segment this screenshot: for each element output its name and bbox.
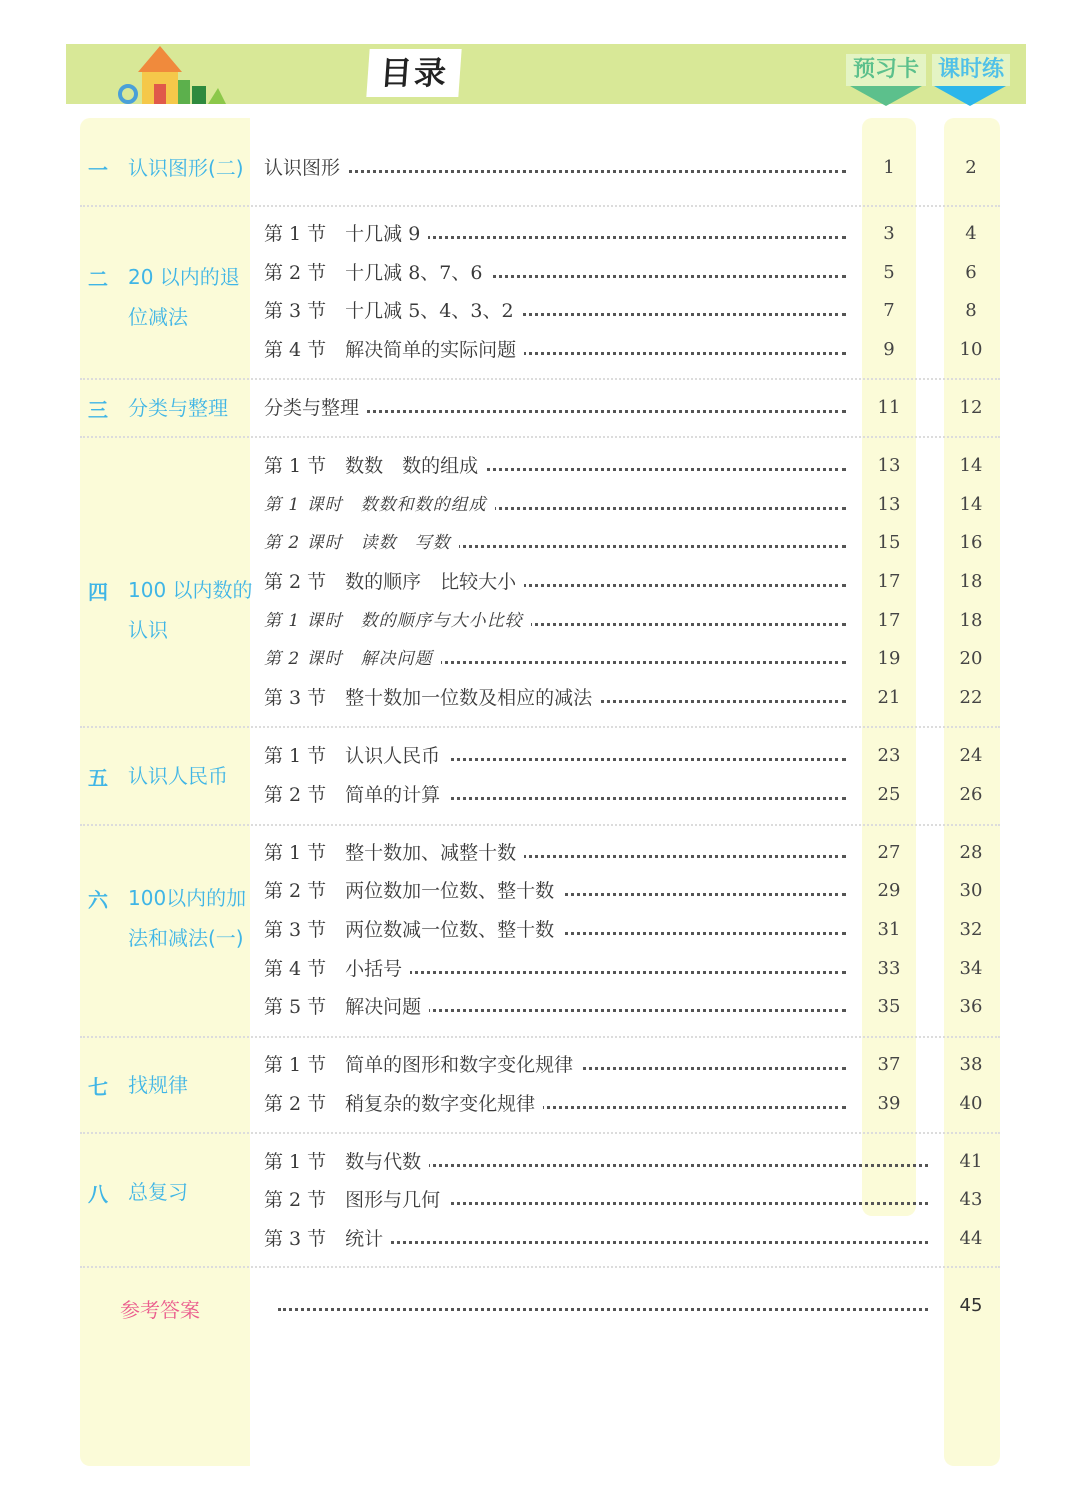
chapter-number: 六 [88, 888, 108, 912]
practice-page-number: 12 [959, 397, 983, 418]
chapter-number: 三 [88, 398, 108, 422]
arrow-down-icon [850, 86, 922, 106]
entry-title: 第 4 节 小括号 [264, 954, 410, 984]
preview-page-number: 7 [883, 300, 895, 321]
preview-page-number: 25 [877, 784, 901, 805]
entry-title: 第 3 节 整十数加一位数及相应的减法 [264, 683, 600, 713]
preview-page-number: 3 [883, 223, 895, 244]
practice-page-number: 36 [959, 996, 983, 1017]
practice-page-number: 6 [965, 262, 977, 283]
practice-page-number: 22 [959, 687, 983, 708]
preview-page-number: 9 [883, 339, 895, 360]
entry-title: 第 2 节 图形与几何 [264, 1185, 448, 1215]
chapter-number: 五 [88, 766, 108, 790]
preview-page-number: 15 [877, 532, 901, 553]
entry-title: 第 2 节 两位数加一位数、整十数 [264, 876, 562, 906]
practice-page-number: 20 [959, 648, 983, 669]
entry-title: 第 1 节 数与代数 [264, 1147, 429, 1177]
preview-page-number: 23 [877, 745, 901, 766]
practice-page-number: 24 [959, 745, 983, 766]
chapter-number: 一 [88, 158, 108, 182]
entry-title: 第 1 节 认识人民币 [264, 741, 448, 771]
chapter-name: 找规律 [128, 1073, 188, 1097]
section-divider [80, 436, 1000, 438]
chapter-name: 认识人民币 [128, 764, 228, 788]
practice-page-number: 30 [959, 880, 983, 901]
entry-title: 第 1 节 整十数加、减整十数 [264, 838, 524, 868]
preview-page-number: 17 [877, 610, 901, 631]
entry-title: 第 5 节 解决问题 [264, 992, 429, 1022]
preview-page-number: 31 [877, 919, 901, 940]
preview-page-number: 21 [877, 687, 901, 708]
preview-card-label: 预习卡 [846, 54, 926, 86]
practice-page-number: 8 [965, 300, 977, 321]
preview-page-number: 29 [877, 880, 901, 901]
preview-page-number: 35 [877, 996, 901, 1017]
practice-page-number: 14 [959, 455, 983, 476]
practice-page-number: 18 [959, 610, 983, 631]
preview-page-number: 5 [883, 262, 895, 283]
entry-title: 第 1 课时 数的顺序与大小比较 [264, 606, 531, 636]
chapter-number: 二 [88, 267, 108, 291]
section-divider [80, 1132, 1000, 1134]
entry-title: 第 2 课时 读数 写数 [264, 528, 459, 558]
chapter-name: 100 以内数的认识 [128, 578, 253, 642]
entry-title: 第 1 节 数数 数的组成 [264, 451, 486, 481]
chapter-number: 八 [88, 1182, 108, 1206]
answers-label[interactable]: 参考答案 [120, 1298, 200, 1322]
arrow-down-icon [934, 86, 1006, 106]
practice-page-number: 40 [959, 1093, 983, 1114]
preview-page-number: 37 [877, 1054, 901, 1075]
practice-page-number: 44 [959, 1228, 983, 1249]
entry-title: 第 2 节 数的顺序 比较大小 [264, 567, 524, 597]
preview-page-number: 13 [877, 455, 901, 476]
preview-page-number: 13 [877, 494, 901, 515]
practice-page-number: 26 [959, 784, 983, 805]
practice-page-number: 16 [959, 532, 983, 553]
section-divider [80, 824, 1000, 826]
entry-title: 第 2 节 简单的计算 [264, 780, 448, 810]
section-divider [80, 1036, 1000, 1038]
chapter-name: 认识图形(二) [128, 156, 244, 180]
page-title: 目录 [366, 49, 461, 97]
chapter-name: 100以内的加法和减法(一) [128, 886, 247, 950]
entry-title: 第 3 节 十几减 5、4、3、2 [264, 296, 522, 326]
house-logo-icon [116, 42, 234, 104]
entry-title: 认识图形 [264, 153, 348, 183]
practice-page-number: 32 [959, 919, 983, 940]
entry-title: 第 3 节 两位数减一位数、整十数 [264, 915, 562, 945]
dot-leader [264, 170, 846, 173]
practice-page-number: 10 [959, 339, 983, 360]
preview-page-number: 17 [877, 571, 901, 592]
section-divider [80, 726, 1000, 728]
entry-title: 第 3 节 统计 [264, 1224, 391, 1254]
chapter-name: 总复习 [128, 1180, 188, 1204]
practice-page-number: 34 [959, 958, 983, 979]
entry-title: 第 4 节 解决简单的实际问题 [264, 335, 524, 365]
preview-page-number: 11 [877, 397, 901, 418]
chapter-number: 四 [88, 580, 108, 604]
answers-page-number: 45 [959, 1295, 983, 1316]
practice-page-number: 28 [959, 842, 983, 863]
section-divider [80, 1266, 1000, 1268]
practice-page-number: 43 [959, 1189, 983, 1210]
practice-page-number: 2 [965, 157, 977, 178]
practice-page-number: 41 [959, 1151, 983, 1172]
entry-title: 第 2 节 稍复杂的数字变化规律 [264, 1089, 543, 1119]
chapter-name: 20 以内的退位减法 [128, 265, 240, 329]
preview-page-number: 19 [877, 648, 901, 669]
chapter-number: 七 [88, 1075, 108, 1099]
section-divider [80, 378, 1000, 380]
practice-page-number: 4 [965, 223, 977, 244]
preview-page-number: 1 [883, 157, 895, 178]
entry-title: 第 2 课时 解决问题 [264, 644, 441, 674]
practice-page-number: 14 [959, 494, 983, 515]
practice-page-number: 18 [959, 571, 983, 592]
entry-title: 第 2 节 十几减 8、7、6 [264, 258, 490, 288]
section-divider [80, 205, 1000, 207]
lesson-practice-label: 课时练 [932, 54, 1010, 86]
preview-page-number: 39 [877, 1093, 901, 1114]
entry-title: 第 1 课时 数数和数的组成 [264, 490, 495, 520]
chapter-name: 分类与整理 [128, 396, 228, 420]
entry-title: 第 1 节 简单的图形和数字变化规律 [264, 1050, 581, 1080]
preview-page-number: 27 [877, 842, 901, 863]
dot-leader [278, 1308, 928, 1311]
entry-title: 分类与整理 [264, 393, 367, 423]
preview-page-number: 33 [877, 958, 901, 979]
practice-page-number: 38 [959, 1054, 983, 1075]
entry-title: 第 1 节 十几减 9 [264, 219, 428, 249]
